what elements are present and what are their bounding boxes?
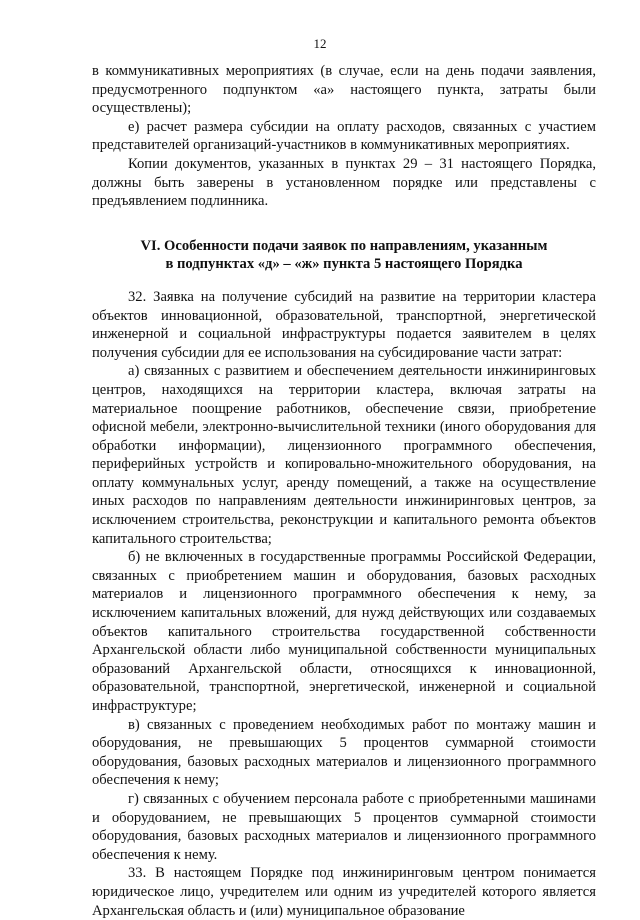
- paragraph-item-v: в) связанных с проведением необходимых работ по монтажу машин и оборудования, не превышающих 5 процентов суммарной стоимости оборудования, базовых расходных материалов и лицензионного программного обеспечения к нему;: [92, 716, 596, 789]
- section-heading-line1: VI. Особенности подачи заявок по направлениям, указанным: [140, 237, 548, 254]
- paragraph-item-b: б) не включенных в государственные программы Российской Федерации, связанных с приобретением машин и оборудования, базовых расходных материалов и лицензионного программного обеспечения к нему, за исключением капитальных вложений, для нужд действующих или создаваемых объектов капитального строительства государственной собственности Архангельской области либо муниципальной собственности муниципальных образований Архангельской области, относящихся к инновационной, образовательной, транспортной, энергетической, инженерной и социальной инфраструктуре;: [92, 549, 596, 714]
- page-number: 12: [313, 36, 327, 51]
- paragraph-item-g: г) связанных с обучением персонала работе с приобретенными машинами и оборудованием, не превышающих 5 процентов суммарной стоимости оборудования, базовых расходных материалов и лицензионного программного обеспечения к нему.: [92, 790, 596, 863]
- paragraph-continuation: в коммуникативных мероприятиях (в случае, если на день подачи заявления, предусмотренного подпунктом «а» настоящего пункта, затраты были осуществлены);: [92, 63, 596, 117]
- section-heading-line2: в подпунктах «д» – «ж» пункта 5 настоящего Порядка: [165, 256, 523, 273]
- paragraph-item-a: а) связанных с развитием и обеспечением деятельности инжиниринговых центров, находящихся на территории кластера, включая затраты на материальное поощрение работников, обеспечение связи, приобретение офисной мебели, электронно-вычислительной техники (иного оборудования для обработки информации), лицензионного программного обеспечения, периферийных устройств и копировально-множительного оборудования, на оплату коммунальных услуг, аренду помещений, а также на осуществление иных расходов по направлениям деятельности инжиниринговых центров, за исключением строительства, реконструкции и капитального ремонта объектов капитального строительства;: [92, 363, 596, 547]
- paragraph-copies: Копии документов, указанных в пунктах 29 – 31 настоящего Порядка, должны быть заверены в установленном порядке или представлены с предъявлением подлинника.: [92, 155, 596, 210]
- paragraph-32: 32. Заявка на получение субсидий на развитие на территории кластера объектов инновационной, образовательной, транспортной, энергетической инженерной и социальной инфраструктуры подается заявителем в целях получения субсидии для ее использования на субсидирование части затрат:: [92, 288, 596, 361]
- paragraph-33: 33. В настоящем Порядке под инжиниринговым центром понимается юридическое лицо, учредителем или одним из учредителей которого является Архангельская область и (или) муниципальное образование: [92, 865, 596, 919]
- paragraph-item-e: е) расчет размера субсидии на оплату расходов, связанных с участием представителей организаций-участников в коммуникативных мероприятиях.: [92, 118, 596, 154]
- document-body: [92, 62, 596, 920]
- section-heading: [92, 237, 596, 274]
